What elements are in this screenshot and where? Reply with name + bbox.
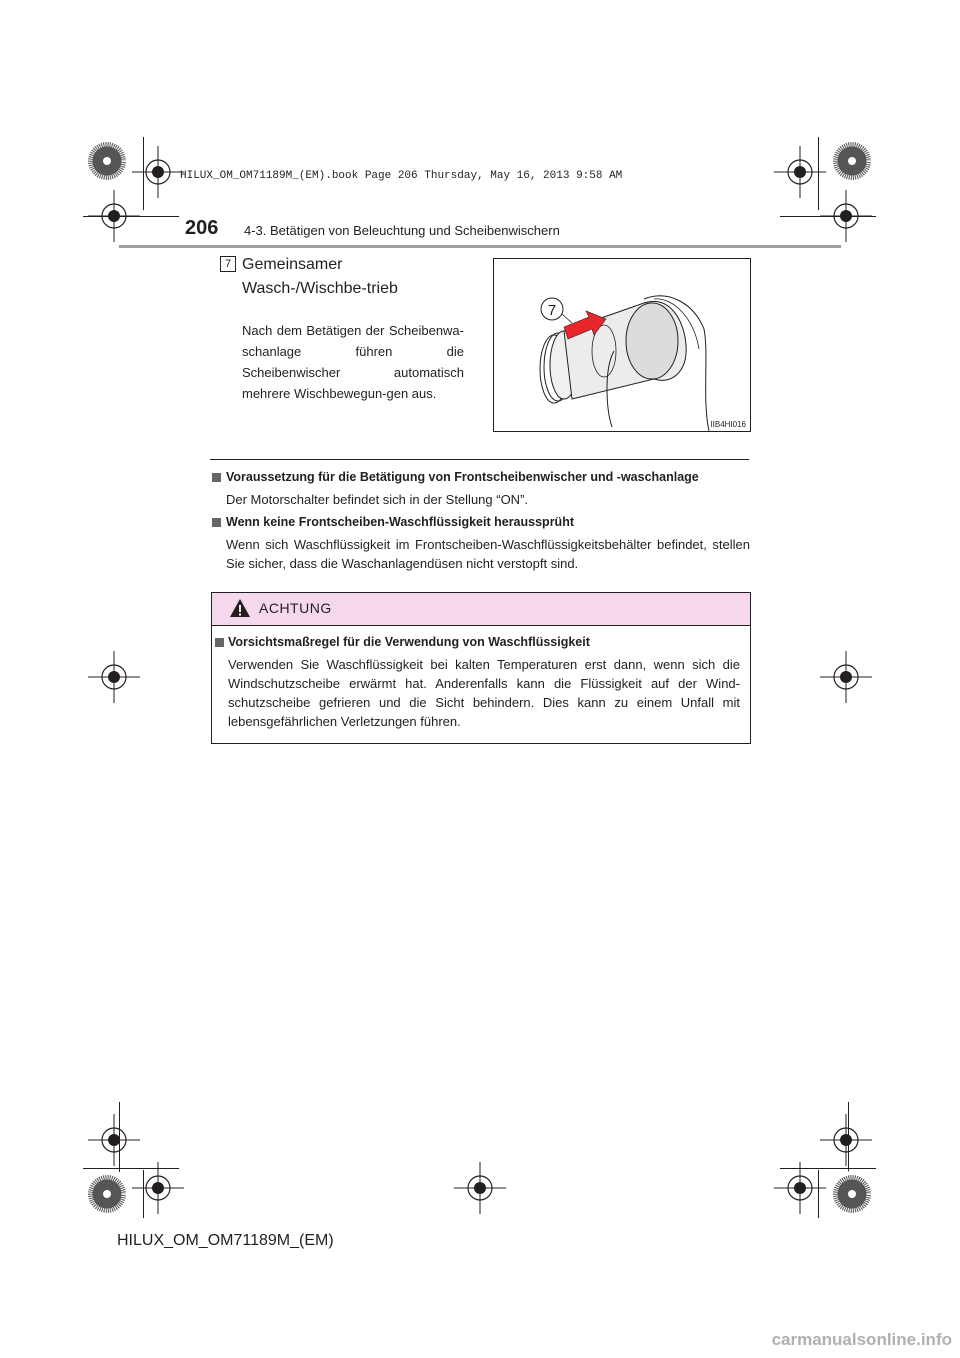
warning-text: Verwenden Sie Waschflüssigkeit bei kalten Temperaturen erst dann, wenn sich die Windschutzscheibe erwärmt hat. Anderenfalls kann die Flüssigkeit auf der Wind-schutzscheibe gefrieren und die Sicht behindern. Dies kann zu einem Unfall mit lebensgefährlichen Verletzungen führen. bbox=[228, 657, 740, 729]
registration-star-icon bbox=[88, 142, 126, 180]
registration-mark-icon bbox=[132, 146, 184, 198]
figure-code: IIB4HI016 bbox=[710, 420, 746, 429]
note-text: Wenn sich Waschflüssigkeit im Frontscheiben-Waschflüssigkeitsbehälter befindet, stellen Sie sicher, dass die Waschanlagendüsen nicht verstopft sind. bbox=[226, 537, 750, 571]
warning-heading: Vorsichtsmaßregel für die Verwendung von Waschflüssigkeit bbox=[228, 635, 590, 649]
registration-star-icon bbox=[833, 1175, 871, 1213]
illustration-frame bbox=[493, 258, 751, 432]
item-description: Nach dem Betätigen der Scheibenwa-schanlage führen die Scheibenwischer automatisch mehrere Wischbewegun-gen aus. bbox=[242, 323, 464, 401]
registration-mark-icon bbox=[820, 1114, 872, 1166]
warning-box bbox=[211, 592, 751, 744]
item-title: Gemeinsamer Wasch-/Wischbe-trieb bbox=[242, 256, 398, 297]
registration-mark-icon bbox=[88, 651, 140, 703]
registration-star-icon bbox=[833, 142, 871, 180]
note-text: Der Motorschalter befindet sich in der Stellung “ON”. bbox=[226, 492, 529, 507]
registration-mark-icon bbox=[454, 1162, 506, 1214]
registration-mark-icon bbox=[820, 651, 872, 703]
section-separator bbox=[210, 459, 749, 460]
item-number-badge: 7 bbox=[220, 256, 236, 272]
registration-mark-icon bbox=[820, 190, 872, 242]
header-rule bbox=[119, 245, 841, 248]
wiper-lever-illustration bbox=[494, 259, 750, 431]
page-number: 206 bbox=[185, 217, 219, 239]
note-heading: Wenn keine Frontscheiben-Waschflüssigkeit heraussprüht bbox=[226, 515, 574, 529]
bullet-square-icon bbox=[212, 473, 221, 482]
watermark: carmanualsonline.info bbox=[771, 1330, 952, 1349]
registration-mark-icon bbox=[774, 146, 826, 198]
book-info-line: HILUX_OM_OM71189M_(EM).book Page 206 Thursday, May 16, 2013 9:58 AM bbox=[180, 170, 623, 182]
note-heading: Voraussetzung für die Betätigung von Frontscheibenwischer und -waschanlage bbox=[226, 470, 699, 484]
registration-mark-icon bbox=[88, 1114, 140, 1166]
warning-triangle-icon bbox=[229, 598, 251, 618]
footer-manual-code: HILUX_OM_OM71189M_(EM) bbox=[117, 1232, 334, 1249]
registration-mark-icon bbox=[774, 1162, 826, 1214]
bullet-square-icon bbox=[212, 518, 221, 527]
section-title: 4-3. Betätigen von Beleuchtung und Scheibenwischern bbox=[244, 223, 560, 238]
registration-mark-icon bbox=[88, 190, 140, 242]
registration-star-icon bbox=[88, 1175, 126, 1213]
figure-callout: 7 bbox=[547, 302, 557, 319]
warning-title: ACHTUNG bbox=[259, 600, 332, 616]
warning-header bbox=[212, 593, 750, 626]
bullet-square-icon bbox=[215, 638, 224, 647]
registration-mark-icon bbox=[132, 1162, 184, 1214]
